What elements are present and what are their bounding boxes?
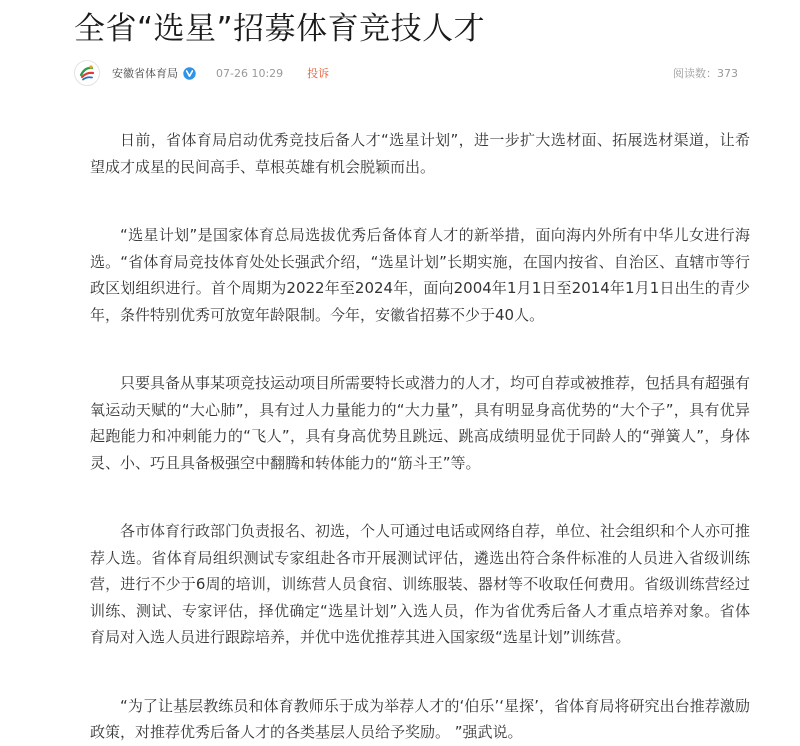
article-paragraph: “为了让基层教练员和体育教师乐于成为举荐人才的‘伯乐’‘星探’，省体育局将研究出台推荐激励政策，对推荐优秀后备人才的各类基层人员给予奖励。 ”强武说。 [90,696,750,741]
meta-bar [74,58,738,88]
complaint-link[interactable]: 投诉 [307,67,330,80]
article-body [90,127,750,746]
article-paragraph: “选星计划”是国家体育总局选拔优秀后备体育人才的新举措，面向海内外所有中华儿女进行海选。“省体育局竞技体育处处长强武介绍，“选星计划”长期实施，在国内按省、自治区、直辖市等行政区划组织进行。首个周期为2022年至2024年，面向2004年1月1日至2014年1月1日出生的青少年，条件特别优秀可放宽年龄限制。今年，安徽省招募不少于40人。 [90,226,750,324]
account-logo[interactable] [74,60,100,86]
read-count-value: 373 [717,67,738,80]
article-paragraph: 日前，省体育局启动优秀竞技后备人才“选星计划”，进一步扩大选材面、拓展选材渠道，让希望成才成星的民间高手、草根英雄有机会脱颖而出。 [90,131,750,176]
read-count-label: 阅读数： [673,67,717,80]
account-name[interactable]: 安徽省体育局 [112,67,178,80]
anhui-sports-bureau-logo-icon [77,63,97,83]
article-paragraph: 各市体育行政部门负责报名、初选，个人可通过电话或网络自荐，单位、社会组织和个人亦可推荐人选。省体育局组织测试专家组赴各市开展测试评估，遴选出符合条件标准的人员进入省级训练营，进行不少于6周的培训，训练营人员食宿、训练服装、器材等不收取任何费用。省级训练营经过训练、测试、专家评估，择优确定“选星计划”入选人员，作为省优秀后备人才重点培养对象。省体育局对入选人员进行跟踪培养，并优中选优推荐其进入国家级“选星计划”训练营。 [90,522,751,646]
article-paragraph: 只要具备从事某项竞技运动项目所需要特长或潜力的人才，均可自荐或被推荐，包括具有超强有氧运动天赋的“大心肺”，具有过人力量能力的“大力量”，具有明显身高优势的“大个子”，具有优异起跑能力和冲刺能力的“飞人”，具有身高优势且跳远、跳高成绩明显优于同龄人的“弹簧人”，身体灵、小、巧且具备极强空中翻腾和转体能力的“筋斗王”等。 [90,374,751,472]
post-time: 07-26 10:29 [216,66,284,80]
article-title: 全省“选星”招募体育竞技人才 [74,11,486,47]
verified-badge-icon [183,67,196,80]
read-count [673,65,738,81]
